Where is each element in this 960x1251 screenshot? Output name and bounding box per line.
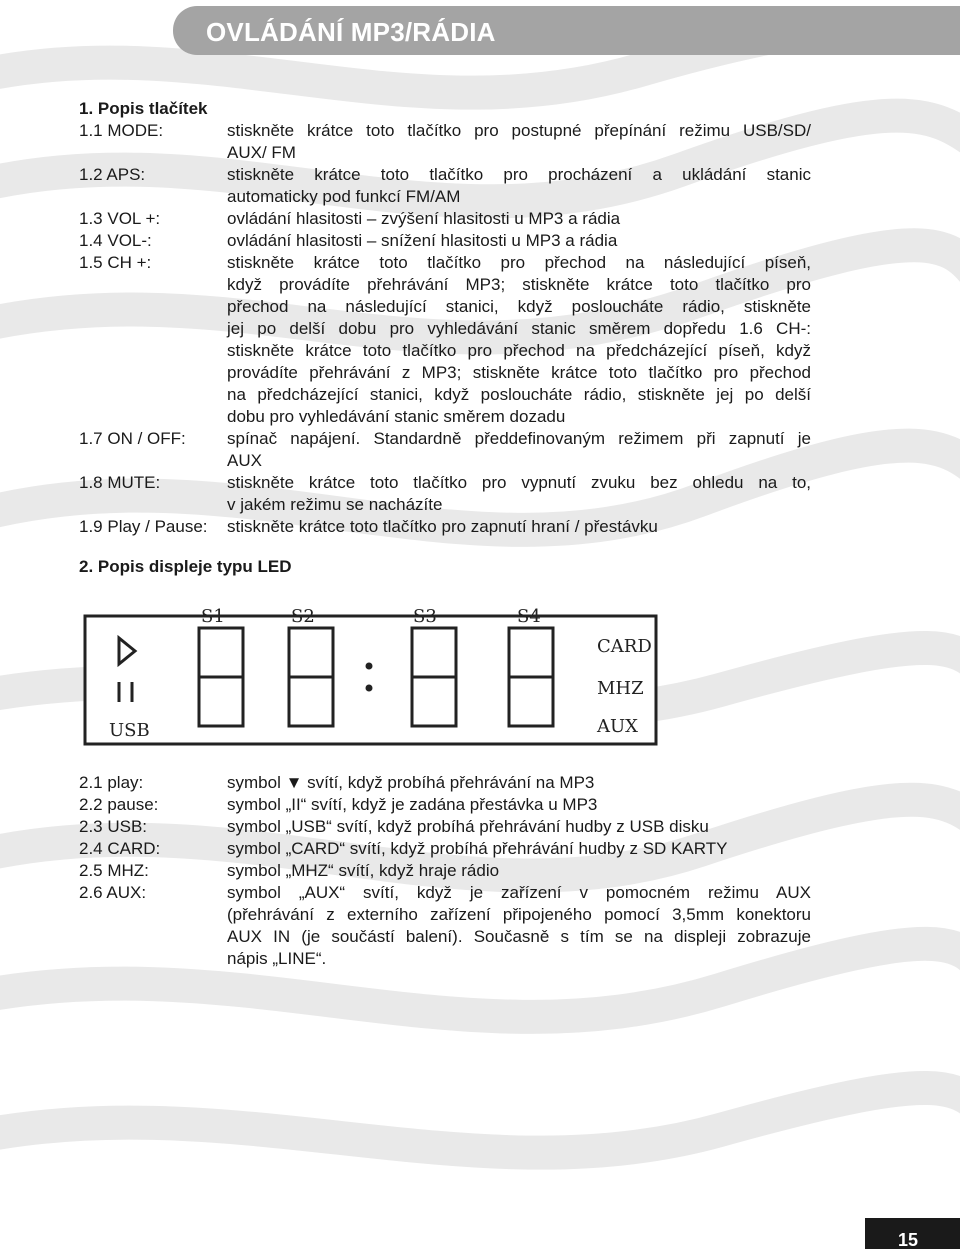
section-2-title: 2. Popis displeje typu LED: [79, 557, 292, 576]
definition-text: [227, 860, 811, 882]
definition-text: [227, 794, 811, 816]
definition-term: 2.4 CARD:: [79, 839, 161, 858]
definition-row: [79, 164, 811, 208]
definition-term: 1.1 MODE:: [79, 121, 164, 140]
definition-row: [79, 252, 811, 428]
definition-term: 1.5 CH +:: [79, 253, 152, 272]
definition-text: [227, 472, 811, 516]
text-line: AUX: [227, 451, 262, 470]
definition-text: [227, 516, 811, 538]
definition-text: [227, 428, 811, 472]
definition-row: [79, 794, 811, 816]
definition-text: [227, 164, 811, 208]
usb-indicator-label: USB: [109, 720, 150, 741]
colon-dot-bottom: [366, 685, 373, 692]
definition-row: [79, 428, 811, 472]
text-line: symbol „USB“ svítí, když probíhá přehrávání hudby z USB disku: [227, 817, 709, 836]
display-description-list: [79, 772, 811, 970]
definition-term: 2.5 MHZ:: [79, 861, 149, 880]
definition-row: [79, 816, 811, 838]
text-line: symbol „AUX“ svítí, když je zařízení v pomocném režimu AUX: [227, 883, 811, 902]
definition-term: 2.3 USB:: [79, 817, 148, 836]
digit-label-s4: S4: [517, 606, 541, 627]
definition-term: 1.2 APS:: [79, 165, 146, 184]
definition-text: [227, 230, 811, 252]
definition-row: [79, 860, 811, 882]
text-line: AUX/ FM: [227, 143, 296, 162]
text-line: stiskněte krátce toto tlačítko pro zapnutí hraní / přestávku: [227, 517, 658, 536]
text-line: ovládání hlasitosti – zvýšení hlasitosti u MP3 a rádia: [227, 209, 621, 228]
definition-text: [227, 816, 811, 838]
colon-dot-top: [366, 663, 373, 670]
text-line: symbol „CARD“ svítí, když probíhá přehrávání hudby z SD KARTY: [227, 839, 728, 858]
definition-text: [227, 120, 811, 164]
definition-term: 1.8 MUTE:: [79, 473, 161, 492]
mhz-indicator-label: MHZ: [597, 678, 644, 699]
definition-text: [227, 208, 811, 230]
definition-row: [79, 838, 811, 860]
definition-text: [227, 838, 811, 860]
text-line: symbol „II“ svítí, když je zadána přestávka u MP3: [227, 795, 598, 814]
definition-term: 1.3 VOL +:: [79, 209, 161, 228]
header-bar: [173, 6, 960, 55]
definition-row: [79, 882, 811, 970]
content: [79, 98, 811, 970]
definition-row: [79, 120, 811, 164]
section-1-title: 1. Popis tlačítek: [79, 99, 208, 118]
digit-label-s1: S1: [201, 606, 225, 627]
text-line: přechod na následující stanici, když posloucháte rádio, stiskněte: [227, 297, 811, 316]
text-line: stiskněte krátce toto tlačítko pro procházení a ukládání stanic: [227, 165, 811, 184]
text-line: v jakém režimu se nacházíte: [227, 495, 443, 514]
card-indicator-label: CARD: [597, 636, 652, 657]
definition-text: [227, 882, 811, 970]
button-description-list: [79, 120, 811, 538]
text-line: dobu pro vyhledávání stanic směrem dozadu: [227, 407, 566, 426]
definition-row: [79, 208, 811, 230]
digit-label-s2: S2: [291, 606, 315, 627]
definition-text: [227, 252, 811, 428]
definition-row: [79, 516, 811, 538]
text-line: ovládání hlasitosti – snížení hlasitosti u MP3 a rádia: [227, 231, 618, 250]
text-line: symbol ▼ svítí, když probíhá přehrávání na MP3: [227, 773, 595, 792]
definition-row: [79, 472, 811, 516]
text-line: když provádíte přehrávání MP3; stiskněte krátce toto tlačítko pro: [227, 275, 811, 294]
led-display-drawing: [79, 598, 659, 748]
definition-row: [79, 772, 811, 794]
text-line: stiskněte krátce toto tlačítko pro přechod na předcházející píseň, když: [227, 341, 811, 360]
aux-indicator-label: AUX: [597, 716, 638, 737]
text-line: nápis „LINE“.: [227, 949, 327, 968]
text-line: (přehrávání z externího zařízení připojeného pomocí 3,5mm konektoru: [227, 905, 811, 924]
page-number: 15: [898, 1230, 919, 1250]
text-line: stiskněte krátce toto tlačítko pro vypnutí zvuku bez ohledu na to,: [227, 473, 811, 492]
definition-term: 1.7 ON / OFF:: [79, 429, 186, 448]
text-line: symbol „MHZ“ svítí, když hraje rádio: [227, 861, 500, 880]
text-line: jej po delší dobu pro vyhledávání stanic směrem dopředu 1.6 CH-:: [227, 319, 811, 338]
definition-term: 1.9 Play / Pause:: [79, 517, 208, 536]
text-line: stiskněte krátce toto tlačítko pro přechod na následující píseň,: [227, 253, 811, 272]
led-display-diagram: [79, 598, 659, 748]
definition-term: 2.1 play:: [79, 773, 144, 792]
definition-term: 2.6 AUX:: [79, 883, 147, 902]
display-frame: [85, 616, 656, 744]
digit-label-s3: S3: [413, 606, 437, 627]
definition-row: [79, 230, 811, 252]
text-line: na předcházející stanici, když posloucháte rádio, stiskněte jej po delší: [227, 385, 811, 404]
definition-text: [227, 772, 811, 794]
text-line: spínač napájení. Standardně předdefinovaným režimem při zapnutí je: [227, 429, 811, 448]
text-line: AUX IN (je součástí balení). Současně s tím se na displeji zobrazuje: [227, 927, 811, 946]
definition-term: 1.4 VOL-:: [79, 231, 152, 250]
text-line: provádíte přehrávání z MP3; stiskněte krátce toto tlačítko pro přechod: [227, 363, 811, 382]
text-line: automaticky pod funkcí FM/AM: [227, 187, 461, 206]
definition-term: 2.2 pause:: [79, 795, 159, 814]
page-title: OVLÁDÁNÍ MP3/RÁDIA: [206, 17, 496, 47]
text-line: stiskněte krátce toto tlačítko pro postupné přepínání režimu USB/SD/: [227, 121, 811, 140]
